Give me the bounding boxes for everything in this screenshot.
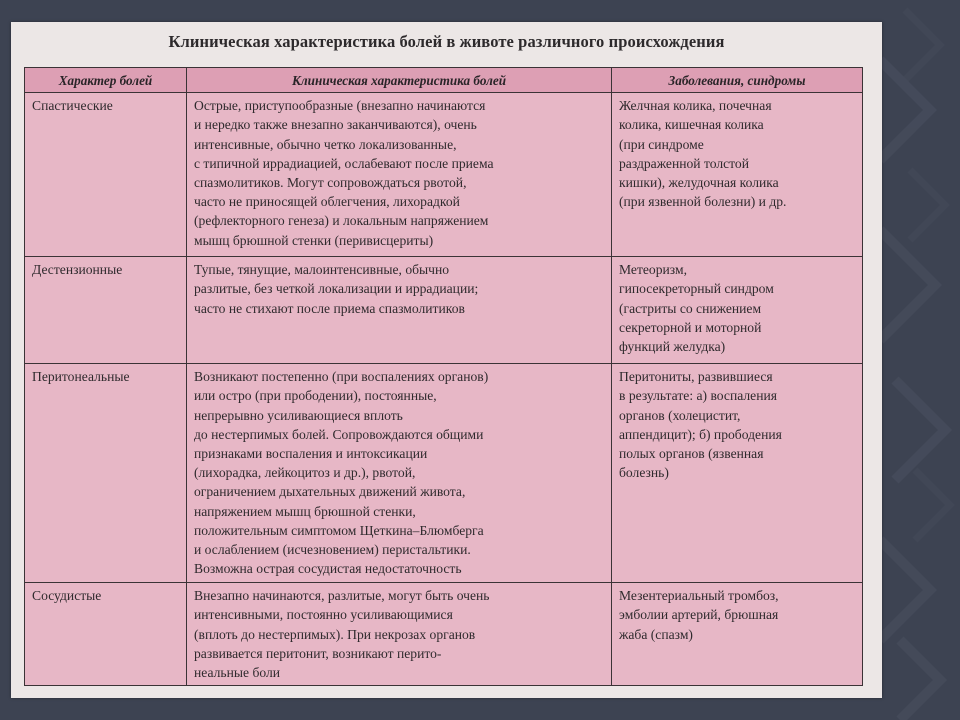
column-header-diseases-syndromes: Заболевания, синдромы xyxy=(612,68,863,93)
cell-diseases xyxy=(612,93,863,257)
pain-type-label: Сосудистые xyxy=(32,588,102,604)
pain-characteristics-table xyxy=(24,67,863,686)
cell-characteristic xyxy=(187,583,612,686)
cell-pain-type xyxy=(25,257,187,364)
characteristic-text: Возникают постепенно (при воспалениях органов) или остро (при прободении), постоянные, непрерывно усиливающиеся вплоть до нестерпимых болей. Сопровождаются общими признаками воспаления и интоксикации (лихорадка, лейкоцитоз и др.), рвотой, ограничением дыхательных движений живота, напряжением мышц брюшной стенки, положительным симптомом Щеткина–Блюмберга и ослаблением (исчезновением) перистальтики. Возможна острая сосудистая недостаточность xyxy=(194,369,489,577)
cell-characteristic xyxy=(187,93,612,257)
pain-type-label: Дестензионные xyxy=(32,262,123,278)
diseases-text: Мезентериальный тромбоз, эмболии артерий, брюшная жаба (спазм) xyxy=(619,588,779,642)
column-header-pain-type: Характер болей xyxy=(25,68,187,93)
column-header-clinical-characteristic: Клиническая характеристика болей xyxy=(187,68,612,93)
cell-pain-type xyxy=(25,583,187,686)
characteristic-text: Острые, приступообразные (внезапно начинаются и нередко также внезапно заканчиваются), очень интенсивные, обычно четко локализованные, с типичной иррадиацией, ослабевают после приема спазмолитиков. Могут сопровождаться рвотой, часто не приносящей облегчения, лихорадкой (рефлекторного генеза) и локальным напряжением мышц брюшной стенки (перивисцериты) xyxy=(194,98,494,248)
cell-characteristic xyxy=(187,364,612,583)
table-row-distension xyxy=(25,257,863,364)
table-row-vascular xyxy=(25,583,863,686)
cell-characteristic xyxy=(187,257,612,364)
cell-diseases xyxy=(612,257,863,364)
cell-diseases xyxy=(612,364,863,583)
document-title: Клиническая характеристика болей в животе различного происхождения xyxy=(168,32,725,51)
scanned-page xyxy=(11,22,882,698)
diseases-text: Перитониты, развившиеся в результате: а) воспаления органов (холецистит, аппендицит); б) прободения полых органов (язвенная болезнь) xyxy=(619,369,782,481)
diseases-text: Желчная колика, почечная колика, кишечная колика (при синдроме раздраженной толстой кишки), желудочная колика (при язвенной болезни) и др. xyxy=(619,98,787,210)
table-row-spastic xyxy=(25,93,863,257)
cell-pain-type xyxy=(25,93,187,257)
table-row-peritoneal xyxy=(25,364,863,583)
table-header-row xyxy=(25,68,863,93)
cell-pain-type xyxy=(25,364,187,583)
cell-diseases xyxy=(612,583,863,686)
characteristic-text: Тупые, тянущие, малоинтенсивные, обычно разлитые, без четкой локализации и иррадиации; часто не стихают после приема спазмолитиков xyxy=(194,262,479,316)
characteristic-text: Внезапно начинаются, разлитые, могут быть очень интенсивными, постоянно усиливающимися (вплоть до нестерпимых). При некрозах органов развивается перитонит, возникают перито- неальные боли xyxy=(194,588,490,681)
pain-type-label: Спастические xyxy=(32,98,113,114)
pain-type-label: Перитонеальные xyxy=(32,369,130,385)
diseases-text: Метеоризм, гипосекреторный синдром (гастриты со снижением секреторной и моторной функций желудка) xyxy=(619,262,774,355)
